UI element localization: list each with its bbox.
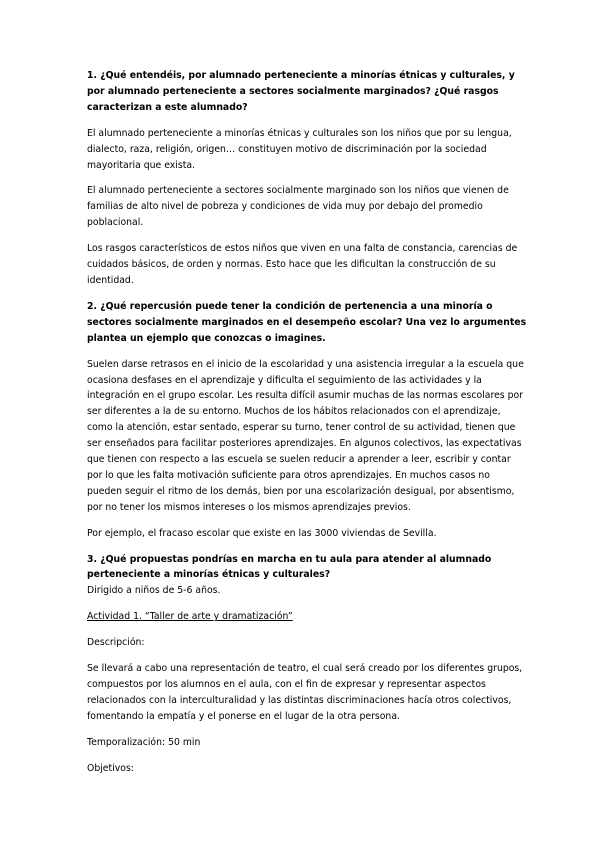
question-2: 2. ¿Qué repercusión puede tener la condición de pertenencia a una minoría o sectores socialmente marginados en el desempeño escolar? Una vez lo argumentes plantea un ejemplo que conozcas o imagines. [87, 300, 527, 344]
answer-2-paragraph-2: Por ejemplo, el fracaso escolar que existe en las 3000 viviendas de Sevilla. [87, 527, 437, 539]
description-label: Descripción: [87, 637, 145, 649]
answer-2-paragraph-1: Suelen darse retrasos en el inicio de la escolaridad y una asistencia irregular a la escuela que ocasiona desfases en el aprendizaje y dificulta el seguimiento de las actividades y la integración en el grupo escolar. Les resulta difícil asumir muchas de las normas escolares por ser diferentes a la de su entorno. Muchos de los hábitos relacionados con el aprendizaje, como la atención, estar sentado, esperar su turno, tener control de su actividad, tienen que ser enseñados para facilitar posteriores aprendizajes. En algunos colectivos, las expectativas que tienen con respecto a las escuela se suelen reducir a aprender a leer, escribir y contar por lo que les falta motivación suficiente para otros aprendizajes. En muchos casos no pueden seguir el ritmo de los demás, bien por una escolarización desigual, por absentismo, por no tener los mismos intereses o los mismos aprendizajes previos. [87, 358, 524, 513]
question-1: 1. ¿Qué entendéis, por alumnado perteneciente a minorías étnicas y culturales, y por alumnado perteneciente a sectores socialmente marginados? ¿Qué rasgos caracterizan a este alumnado? [87, 70, 515, 113]
activity-description: Se llevará a cabo una representación de teatro, el cual será creado por los diferentes grupos, compuestos por los alumnos en el aula, con el fin de expresar y representar aspectos relacionados con la interculturalidad y las distintas discriminaciones hacía otros colectivos, fomentando la empatía y el ponerse en el lugar de la otra persona. [87, 663, 523, 722]
answer-1-paragraph-2: El alumnado perteneciente a sectores socialmente marginado son los niños que vienen de familias de alto nivel de pobreza y condiciones de vida muy por debajo del promedio poblacional. [87, 185, 509, 229]
target-age-note: Dirigido a niños de 5-6 años. [87, 585, 221, 597]
answer-1-paragraph-3: Los rasgos característicos de estos niños que viven en una falta de constancia, carencias de cuidados básicos, de orden y normas. Esto hace que les dificultan la construcción de su identidad. [87, 243, 518, 286]
timing: Temporalización: 50 min [87, 736, 201, 748]
question-3: 3. ¿Qué propuestas pondrías en marcha en tu aula para atender al alumnado perteneciente a minorías étnicas y culturales? [87, 553, 492, 581]
document-body [87, 68, 527, 777]
activity-title: Actividad 1. “Taller de arte y dramatización” [87, 611, 293, 623]
answer-1-paragraph-1: El alumnado perteneciente a minorías étnicas y culturales son los niños que por su lengua, dialecto, raza, religión, origen… constituyen motivo de discriminación por la sociedad mayoritaria que exista. [87, 127, 512, 171]
objectives-label: Objetivos: [87, 762, 134, 774]
